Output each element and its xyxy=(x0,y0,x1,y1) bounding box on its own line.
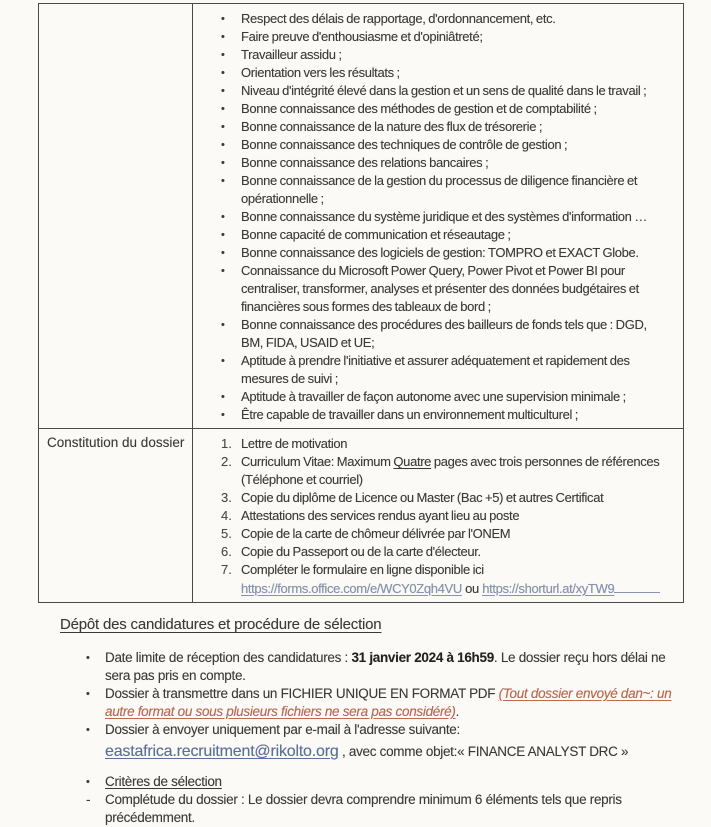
skill-item xyxy=(193,316,669,352)
bullet-icon: • xyxy=(221,85,225,97)
dossier-text: pages avec trois personnes de références (Téléphone et courriel) xyxy=(241,454,660,487)
skill-item xyxy=(193,100,669,118)
skill-item xyxy=(193,244,669,262)
skill-item xyxy=(193,172,669,208)
skill-item xyxy=(193,118,669,136)
skill-text: Bonne connaissance du système juridique et des systèmes d'information … xyxy=(241,209,647,224)
skill-item xyxy=(193,28,669,46)
item-number: 7. xyxy=(221,562,232,577)
constitution-label: Constitution du dossier xyxy=(39,429,193,602)
bullet-icon: • xyxy=(221,139,225,151)
bullet-icon: • xyxy=(221,157,225,169)
quatre-underlined: Quatre xyxy=(393,454,432,469)
item-number: 5. xyxy=(221,526,232,541)
bullet-icon: • xyxy=(221,265,225,277)
pdf-warning-red: (Tout dossier envoyé dan~: un autre format ou sous plusieurs fichiers ne sera pas considéré) xyxy=(105,686,672,719)
dossier-text: Copie de la carte de chômeur délivrée par l'ONEM xyxy=(241,526,511,541)
skill-text: Bonne connaissance des techniques de contrôle de gestion ; xyxy=(241,137,568,152)
skill-item xyxy=(193,136,669,154)
skill-text: Respect des délais de rapportage, d'ordonnancement, etc. xyxy=(241,11,556,26)
criteria-heading: Critères de sélection xyxy=(105,774,222,789)
skill-text: Bonne connaissance des méthodes de gestion et de comptabilité ; xyxy=(241,101,597,116)
bullet-icon: • xyxy=(221,31,225,43)
bullet-icon: • xyxy=(221,13,225,25)
skill-text: Niveau d'intégrité élevé dans la gestion et un sens de qualité dans le travail ; xyxy=(241,83,647,98)
skill-text: Bonne connaissance de la gestion du processus de diligence financière et opérationnelle ; xyxy=(241,173,638,206)
dossier-text: Copie du diplôme de Licence ou Master (Bac +5) et autres Certificat xyxy=(241,490,604,505)
section-heading: Dépôt des candidatures et procédure de sélection xyxy=(60,616,382,633)
dossier-text: Curriculum Vitae: Maximum xyxy=(241,454,394,469)
dossier-cell xyxy=(193,429,683,602)
pdf-format-post: . xyxy=(455,704,460,719)
skill-text: Bonne connaissance de la nature des flux de trésorerie ; xyxy=(241,119,543,134)
dossier-item xyxy=(193,525,669,543)
document-page xyxy=(0,3,711,825)
bullet-icon: • xyxy=(221,211,225,223)
skill-item xyxy=(193,406,669,424)
skills-cell xyxy=(193,4,683,428)
bullet-icon: • xyxy=(221,103,225,115)
requirements-table xyxy=(38,3,684,603)
bullet-icon: • xyxy=(221,175,225,187)
criteria-item xyxy=(84,773,680,791)
skill-item xyxy=(193,352,669,388)
item-number: 1. xyxy=(221,436,232,451)
deadline-text: Date limite de réception des candidatures : xyxy=(105,650,352,665)
dossier-item xyxy=(193,453,669,489)
dossier-item xyxy=(193,489,669,507)
skill-text: Bonne capacité de communication et réseautage ; xyxy=(241,227,511,242)
form-links-line xyxy=(193,579,669,598)
skill-text: Bonne connaissance des procédures des bailleurs de fonds tels que : DGD, BM, FIDA, USAID et UE; xyxy=(241,317,647,350)
email-line xyxy=(105,741,680,763)
deposit-list xyxy=(84,649,680,827)
dossier-item xyxy=(193,561,669,579)
dossier-item xyxy=(193,543,669,561)
skills-label-cell xyxy=(39,4,193,428)
table-row-skills xyxy=(39,4,683,428)
link-separator: ou xyxy=(461,581,483,596)
bullet-icon: • xyxy=(221,355,225,367)
skill-item xyxy=(193,388,669,406)
skill-text: Orientation vers les résultats ; xyxy=(241,65,400,80)
dossier-item xyxy=(193,507,669,525)
dossier-text: Compléter le formulaire en ligne disponible ici xyxy=(241,562,484,577)
bullet-icon: • xyxy=(221,121,225,133)
dash-icon: - xyxy=(86,792,91,807)
shorturl-link[interactable]: https://shorturl.at/xyTW9 xyxy=(482,581,615,596)
forms-office-link[interactable]: https://forms.office.com/e/WCY0Zqh4VU xyxy=(241,581,462,596)
bullet-icon: • xyxy=(86,652,90,664)
skill-item xyxy=(193,154,669,172)
skill-text: Bonne connaissance des logiciels de gestion: TOMPRO et EXACT Globe. xyxy=(241,245,639,260)
skill-item xyxy=(193,262,669,316)
deadline-item xyxy=(84,649,680,685)
email-link[interactable]: eastafrica.recruitment@rikolto.org xyxy=(105,743,339,760)
table-row-dossier xyxy=(39,428,683,602)
email-instruction-item xyxy=(84,721,680,763)
skill-text: Aptitude à travailler de façon autonome avec une supervision minimale ; xyxy=(241,389,626,404)
bullet-icon: • xyxy=(221,49,225,61)
bullet-icon: • xyxy=(221,319,225,331)
skills-list xyxy=(193,10,669,424)
skill-item xyxy=(193,208,669,226)
skill-text: Faire preuve d'enthousiasme et d'opiniâtreté; xyxy=(241,29,483,44)
bullet-icon: • xyxy=(86,724,90,736)
item-number: 4. xyxy=(221,508,232,523)
bullet-icon: • xyxy=(221,247,225,259)
item-number: 2. xyxy=(221,454,232,469)
completeness-text: Complétude du dossier : Le dossier devra comprendre minimum 6 éléments tels que repris précédemment. xyxy=(105,792,622,825)
blank-underline xyxy=(614,581,660,593)
bullet-icon: • xyxy=(221,67,225,79)
skill-item xyxy=(193,46,669,64)
bullet-icon: • xyxy=(86,688,90,700)
email-instruction-text: Dossier à envoyer uniquement par e-mail à l'adresse suivante: xyxy=(105,722,460,737)
dossier-item xyxy=(193,435,669,453)
dossier-text: Lettre de motivation xyxy=(241,436,348,451)
deadline-text-post: . Le dossier reçu hors délai ne sera pas pris en compte. xyxy=(105,650,666,683)
bullet-icon: • xyxy=(86,776,90,788)
skill-item xyxy=(193,226,669,244)
skill-text: Être capable de travailler dans un environnement multiculturel ; xyxy=(241,407,579,422)
skill-text: Connaissance du Microsoft Power Query, Power Pivot et Power BI pour centraliser, transformer, analyses et présenter des données budgétaires et financières sous formes des tableaux de bord ; xyxy=(241,263,639,314)
email-subject-text: , avec comme objet:« FINANCE ANALYST DRC » xyxy=(338,744,629,759)
item-number: 3. xyxy=(221,490,232,505)
skill-item xyxy=(193,64,669,82)
dossier-text: Attestations des services rendus ayant lieu au poste xyxy=(241,508,520,523)
skill-text: Aptitude à prendre l'initiative et assurer adéquatement et rapidement des mesures de suivi ; xyxy=(241,353,630,386)
bullet-icon: • xyxy=(221,391,225,403)
bullet-icon: • xyxy=(221,229,225,241)
skill-text: Travailleur assidu ; xyxy=(241,47,342,62)
skill-item xyxy=(193,82,669,100)
item-number: 6. xyxy=(221,544,232,559)
skill-item xyxy=(193,10,669,28)
deadline-bold: 31 janvier 2024 à 16h59 xyxy=(351,650,494,665)
bullet-icon: • xyxy=(221,409,225,421)
skill-text: Bonne connaissance des relations bancaires ; xyxy=(241,155,489,170)
dossier-text: Copie du Passeport ou de la carte d'électeur. xyxy=(241,544,481,559)
dossier-list xyxy=(193,435,669,579)
pdf-format-item xyxy=(84,685,680,721)
pdf-format-text: Dossier à transmettre dans un FICHIER UNIQUE EN FORMAT PDF xyxy=(105,686,499,701)
